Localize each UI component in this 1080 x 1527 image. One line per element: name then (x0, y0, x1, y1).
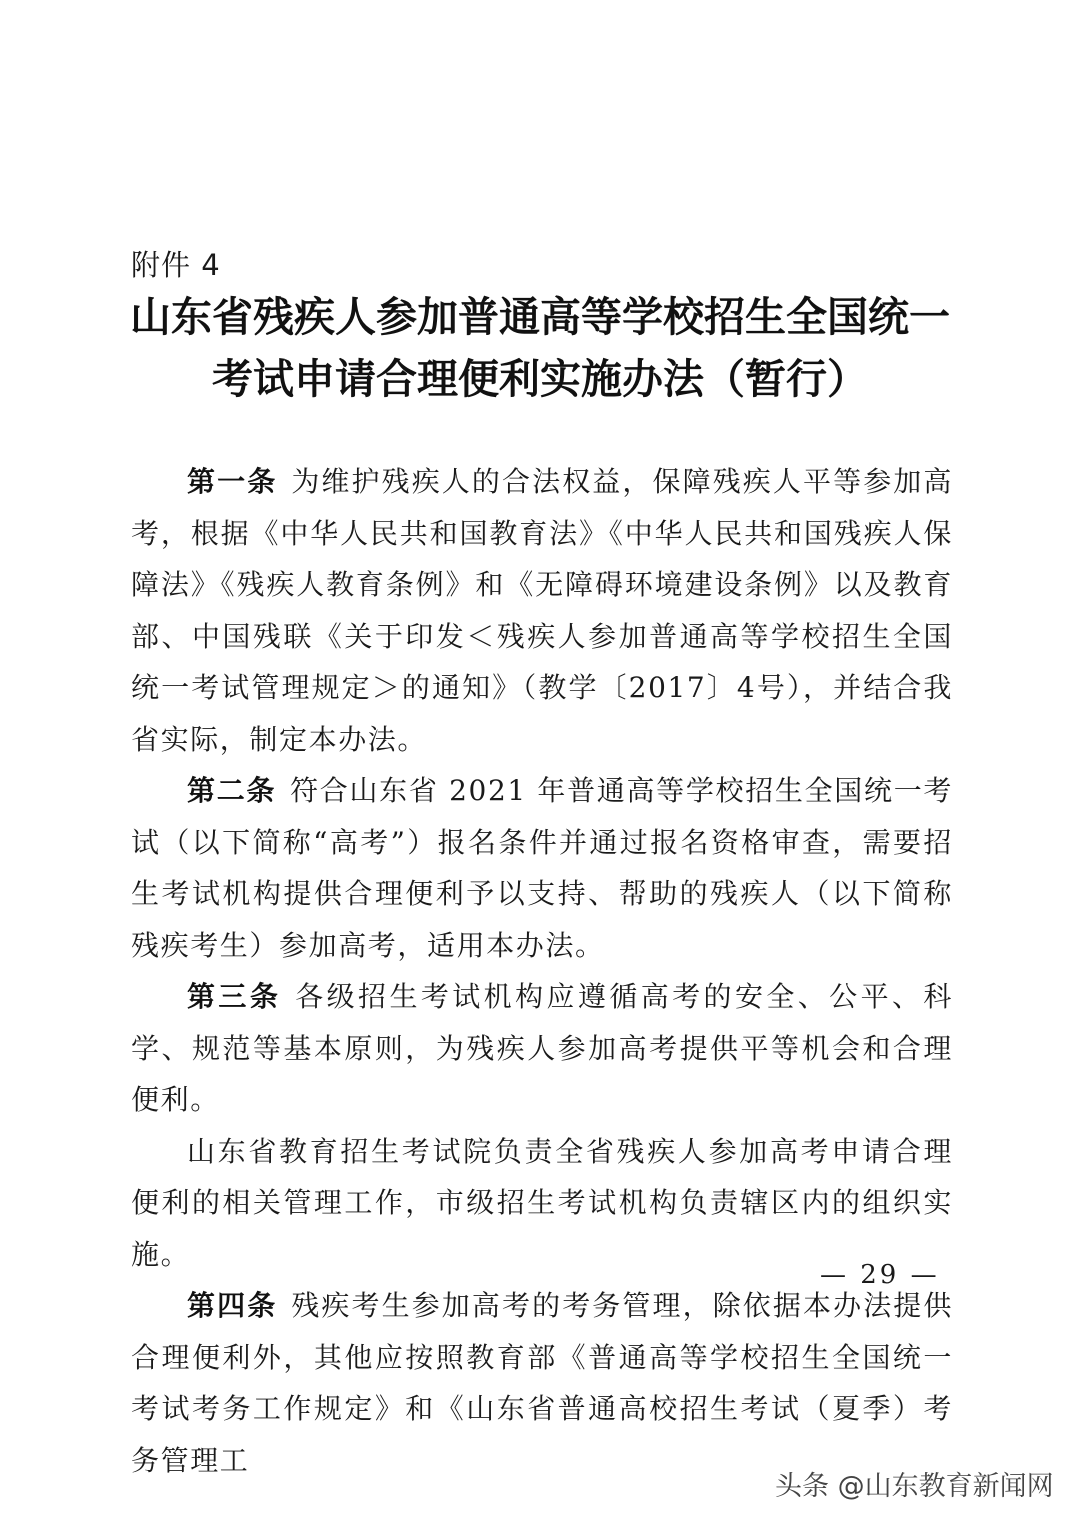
page-number: — 29 — (820, 1260, 940, 1290)
article-heading: 第一条 (187, 465, 278, 498)
article-heading: 第四条 (187, 1289, 278, 1322)
paragraph-text: 符合山东省 2021 年普通高等学校招生全国统一考试（以下简称“高考”）报名条件并通过报名资格审查，需要招生考试机构提供合理便利予以支持、帮助的残疾人（以下简称残疾考生）参加高考，适用本办法。 (131, 774, 953, 962)
source-watermark: 头条 @山东教育新闻网 (775, 1471, 1054, 1502)
title-line-1: 山东省残疾人参加普通高等学校招生全国统一 (130, 293, 950, 341)
title-line-2: 考试申请合理便利实施办法（暂行） (212, 355, 868, 403)
paragraph-text: 为维护残疾人的合法权益，保障残疾人平等参加高考，根据《中华人民共和国教育法》《中华人民共和国残疾人保障法》《残疾人教育条例》和《无障碍环境建设条例》以及教育部、中国残联《关于印发＜残疾人参加普通高等学校招生全国统一考试管理规定＞的通知》（教学〔2017〕4号），并结合我省实际，制定本办法。 (131, 465, 954, 756)
document-title (100, 286, 980, 410)
article-heading: 第二条 (187, 774, 277, 807)
paragraph-article-4 (131, 1280, 953, 1486)
attachment-label: 附件 4 (131, 248, 221, 282)
paragraph-article-3 (131, 971, 953, 1126)
paragraph-article-2 (131, 765, 953, 971)
document-body (131, 456, 953, 1486)
paragraph-text: 山东省教育招生考试院负责全省残疾人参加高考申请合理便利的相关管理工作，市级招生考试机构负责辖区内的组织实施。 (131, 1134, 953, 1271)
paragraph-text: 残疾考生参加高考的考务管理，除依据本办法提供合理便利外，其他应按照教育部《普通高等学校招生全国统一考试考务工作规定》和《山东省普通高校招生考试（夏季）考务管理工 (131, 1289, 954, 1477)
paragraph-article-3-continued (131, 1126, 953, 1281)
paragraph-text: 各级招生考试机构应遵循高考的安全、公平、科学、规范等基本原则，为残疾人参加高考提供平等机会和合理便利。 (131, 980, 953, 1116)
paragraph-article-1 (131, 456, 953, 765)
article-heading: 第三条 (187, 980, 282, 1013)
